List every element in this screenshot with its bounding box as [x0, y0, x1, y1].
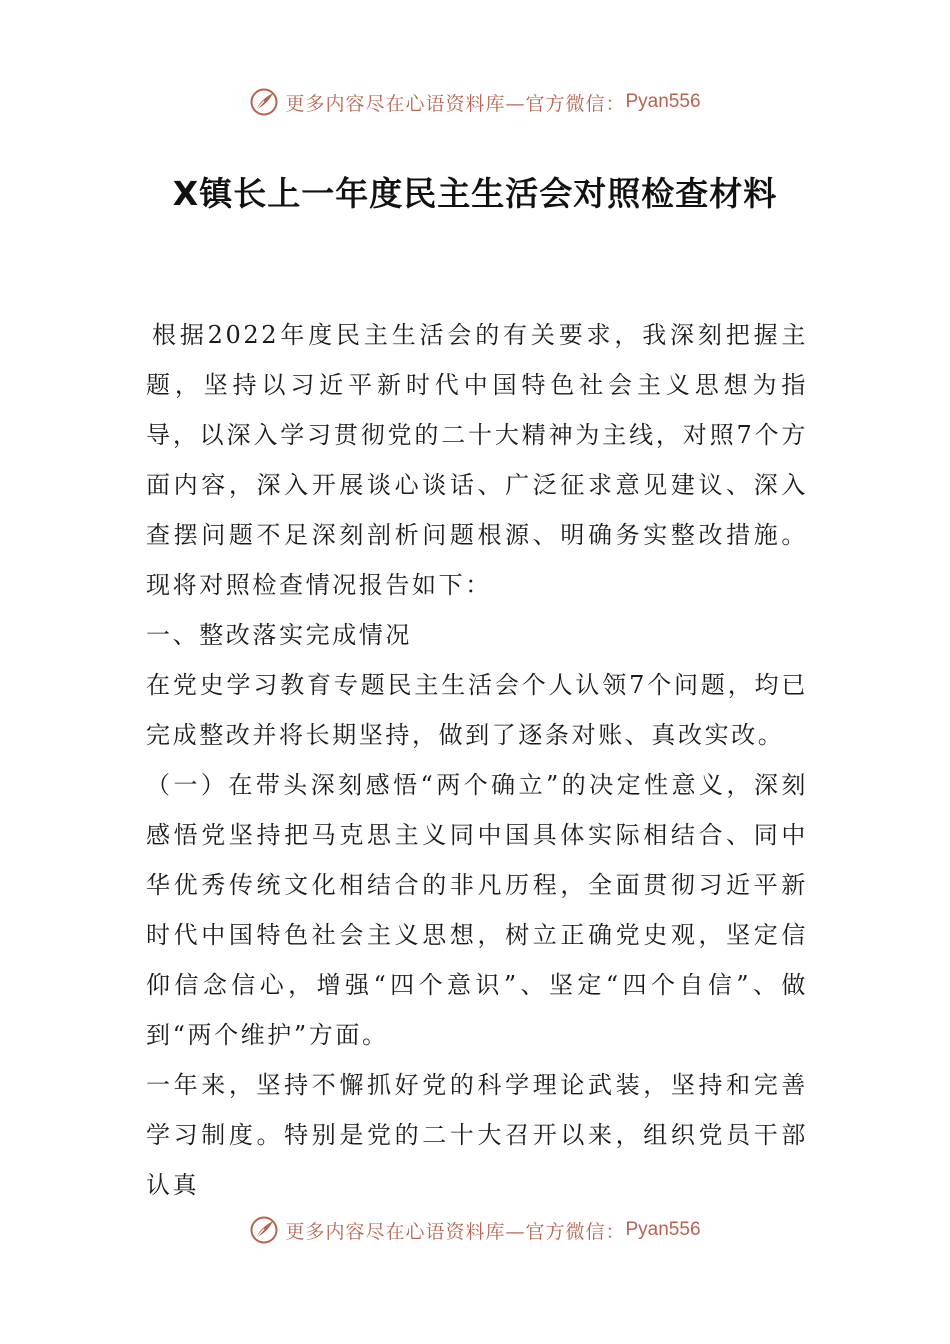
- wechat-id: Pyan556: [625, 91, 701, 112]
- watermark-text: 更多内容尽在心语资料库—官方微信：: [285, 1220, 626, 1243]
- wechat-id: Pyan556: [625, 1219, 701, 1240]
- header-watermark-banner: [0, 80, 950, 124]
- body-paragraph: 一年来，坚持不懈抓好党的科学理论武装，坚持和完善学习制度。特别是党的二十大召开以来，组织党员干部认真: [146, 1071, 808, 1199]
- watermark-text: 更多内容尽在心语资料库—官方微信：: [285, 92, 626, 115]
- footer-watermark-banner: [0, 1208, 950, 1252]
- intro-paragraph: 根据2022年度民主生活会的有关要求，我深刻把握主题，坚持以习近平新时代中国特色社会主义思想为指导，以深入学习贯彻党的二十大精神为主线，对照7个方面内容，深入开展谈心谈话、广泛征求意见建议、深入查摆问题不足深刻剖析问题根源、明确务实整改措施。现将对照检查情况报告如下：: [146, 321, 808, 599]
- section-heading: 一、整改落实完成情况: [146, 621, 412, 649]
- subsection-paragraph: （一）在带头深刻感悟“两个确立”的决定性意义，深刻感悟党坚持把马克思主义同中国具体实际相结合、同中华优秀传统文化相结合的非凡历程，全面贯彻习近平新时代中国特色社会主义思想，树立正确党史观，坚定信仰信念信心，增强“四个意识”、坚定“四个自信”、做到“两个维护”方面。: [146, 771, 808, 1049]
- document-title: X镇长上一年度民主生活会对照检查材料: [172, 174, 778, 213]
- quill-logo-icon: [249, 1215, 279, 1245]
- body-paragraph: 在党史学习教育专题民主生活会个人认领7个问题，均已完成整改并将长期坚持，做到了逐条对账、真改实改。: [146, 671, 808, 749]
- document-body: [146, 310, 808, 1210]
- quill-logo-icon: [249, 87, 279, 117]
